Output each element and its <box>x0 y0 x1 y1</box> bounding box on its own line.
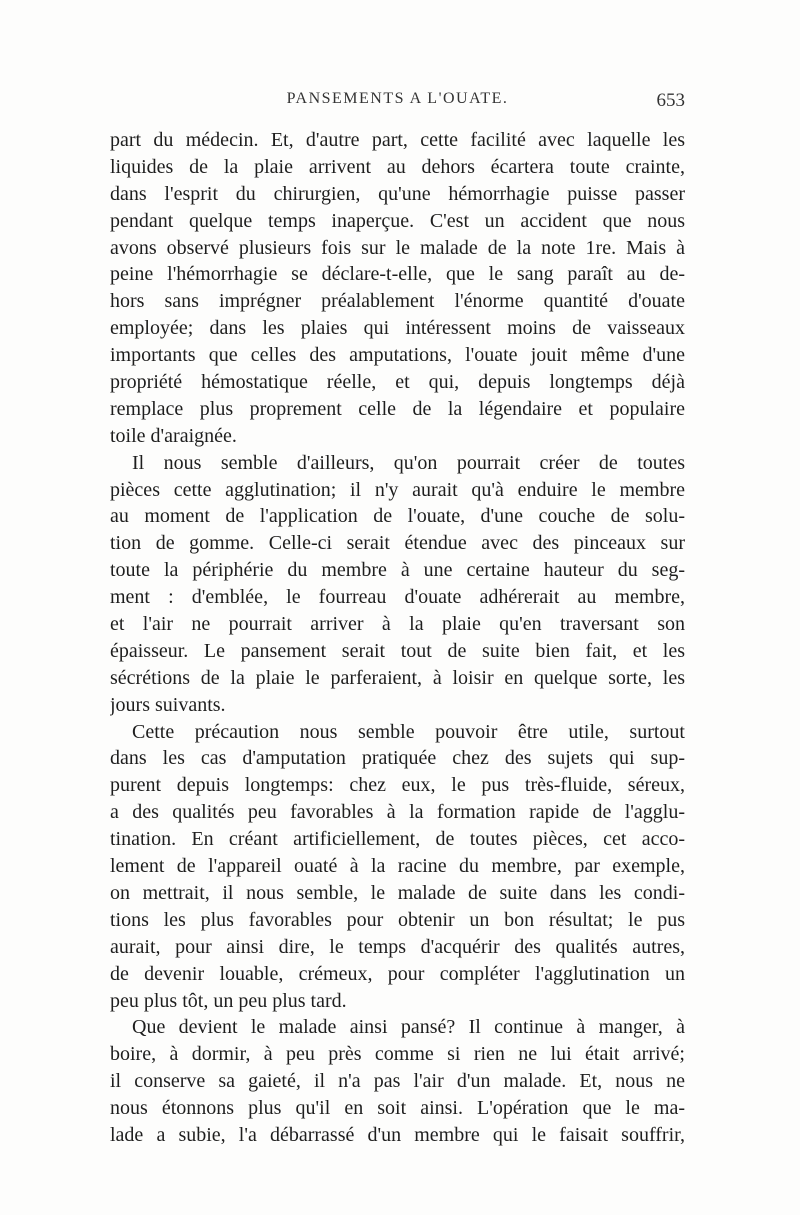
text-line: peu plus tôt, un peu plus tard. <box>110 989 347 1012</box>
page-number: 653 <box>656 90 685 111</box>
text-line: aurait, pour ainsi dire, le temps d'acquérir des qualités autres, <box>110 935 685 958</box>
text-line: jours suivants. <box>110 693 226 716</box>
text-line: purent depuis longtemps: chez eux, le pus très-fluide, séreux, <box>110 774 685 797</box>
text-line: lement de l'appareil ouaté à la racine du membre, par exemple, <box>110 855 685 878</box>
text-line: a des qualités peu favorables à la formation rapide de l'agglu- <box>110 801 685 824</box>
text-line: importants que celles des amputations, l'ouate jouit même d'une <box>110 344 685 367</box>
text-line: hors sans imprégner préalablement l'énorme quantité d'ouate <box>110 290 685 313</box>
running-head <box>110 90 685 118</box>
text-line: toute la périphérie du membre à une certaine hauteur du seg- <box>110 559 685 582</box>
text-line: remplace plus proprement celle de la légendaire et populaire <box>110 397 685 420</box>
text-line: épaisseur. Le pansement serait tout de suite bien fait, et les <box>110 639 685 662</box>
text-line: ment : d'emblée, le fourreau d'ouate adhérerait au membre, <box>110 586 685 609</box>
running-title: PANSEMENTS A L'OUATE. <box>286 90 509 107</box>
text-line: pièces cette agglutination; il n'y aurait qu'à enduire le membre <box>110 478 685 501</box>
text-line: boire, à dormir, à peu près comme si rien ne lui était arrivé; <box>110 1043 685 1066</box>
text-line: peine l'hémorrhagie se déclare-t-elle, que le sang paraît au de- <box>110 263 685 286</box>
text-line: sécrétions de la plaie le parferaient, à loisir en quelque sorte, les <box>110 666 685 689</box>
text-line: part du médecin. Et, d'autre part, cette facilité avec laquelle les <box>110 129 685 151</box>
text-line: propriété hémostatique réelle, et qui, depuis longtemps déjà <box>110 371 685 394</box>
text-line: et l'air ne pourrait arriver à la plaie qu'en traversant son <box>110 613 685 636</box>
text-line: nous étonnons plus qu'il en soit ainsi. L'opération que le ma- <box>110 1097 685 1120</box>
text-line: il conserve sa gaieté, il n'a pas l'air d'un malade. Et, nous ne <box>110 1070 685 1093</box>
body-text <box>110 127 685 1149</box>
text-line: employée; dans les plaies qui intéressent moins de vaisseaux <box>110 317 685 340</box>
text-line: Cette précaution nous semble pouvoir être utile, surtout <box>132 720 685 743</box>
text-line: on mettrait, il nous semble, le malade de suite dans les condi- <box>110 881 685 904</box>
text-line: Il nous semble d'ailleurs, qu'on pourrait créer de toutes <box>132 451 685 474</box>
text-line: tions les plus favorables pour obtenir un bon résultat; le pus <box>110 908 685 931</box>
text-line: tination. En créant artificiellement, de toutes pièces, cet acco- <box>110 828 685 851</box>
text-line: liquides de la plaie arrivent au dehors écartera toute crainte, <box>110 155 685 178</box>
text-line: pendant quelque temps inaperçue. C'est un accident que nous <box>110 209 685 232</box>
text-line: tion de gomme. Celle-ci serait étendue avec des pinceaux sur <box>110 532 685 555</box>
text-line: dans l'esprit du chirurgien, qu'une hémorrhagie puisse passer <box>110 182 685 205</box>
text-line: dans les cas d'amputation pratiquée chez des sujets qui sup- <box>110 747 685 770</box>
text-line: au moment de l'application de l'ouate, d'une couche de solu- <box>110 505 685 528</box>
text-line: lade a subie, l'a débarrassé d'un membre qui le faisait souffrir, <box>110 1123 685 1146</box>
text-line: de devenir louable, crémeux, pour compléter l'agglutination un <box>110 962 685 985</box>
text-line: toile d'araignée. <box>110 424 237 447</box>
text-line: avons observé plusieurs fois sur le malade de la note 1re. Mais à <box>110 236 685 259</box>
text-line: Que devient le malade ainsi pansé? Il continue à manger, à <box>132 1016 685 1039</box>
